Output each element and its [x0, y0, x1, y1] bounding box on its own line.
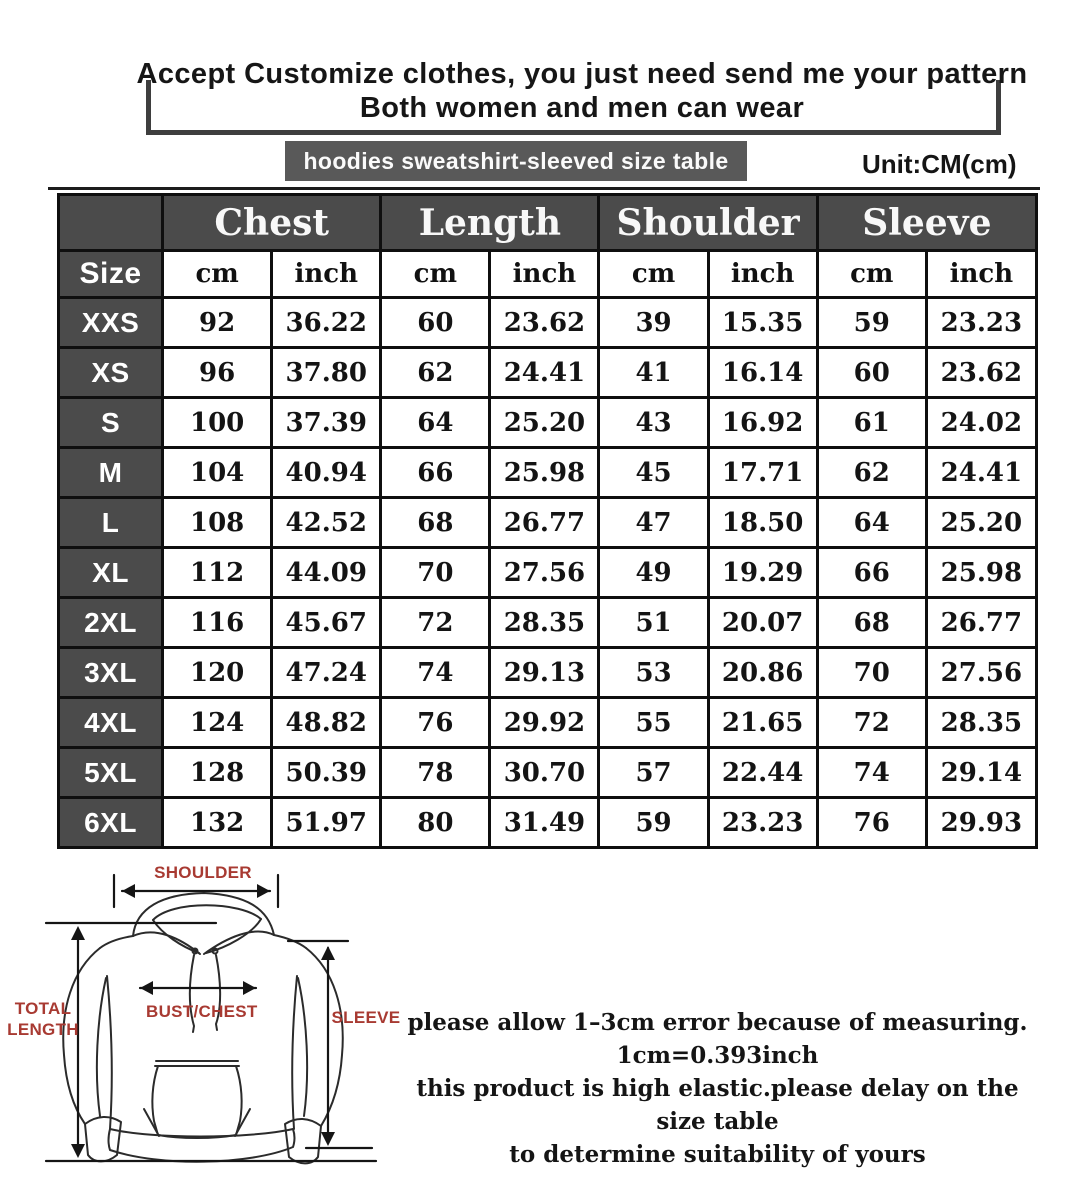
- table-top-rule: [48, 187, 1040, 190]
- value-cell: 29.13: [490, 648, 599, 698]
- group-header-shoulder: Shoulder: [599, 195, 817, 251]
- group-header-sleeve: Sleeve: [817, 195, 1036, 251]
- value-cell: 66: [381, 448, 490, 498]
- value-cell: 112: [163, 548, 272, 598]
- value-cell: 22.44: [708, 748, 817, 798]
- size-cell: 5XL: [59, 748, 163, 798]
- unit-header-cell: cm: [817, 251, 926, 298]
- unit-header-cell: cm: [381, 251, 490, 298]
- value-cell: 15.35: [708, 298, 817, 348]
- group-header-row: [59, 195, 1037, 251]
- hoodie-outline: [63, 893, 343, 1163]
- value-cell: 37.39: [272, 398, 381, 448]
- value-cell: 23.23: [926, 298, 1036, 348]
- value-cell: 47.24: [272, 648, 381, 698]
- value-cell: 96: [163, 348, 272, 398]
- value-cell: 30.70: [490, 748, 599, 798]
- value-cell: 61: [817, 398, 926, 448]
- value-cell: 41: [599, 348, 708, 398]
- page-title-line1: Accept Customize clothes, you just need send me your pattern: [136, 58, 1028, 90]
- bust-chest-label: BUST/CHEST: [146, 1002, 258, 1021]
- value-cell: 50.39: [272, 748, 381, 798]
- value-cell: 51: [599, 598, 708, 648]
- value-cell: 29.14: [926, 748, 1036, 798]
- value-cell: 29.93: [926, 798, 1036, 848]
- value-cell: 39: [599, 298, 708, 348]
- table-row: [59, 398, 1037, 448]
- size-cell: S: [59, 398, 163, 448]
- value-cell: 60: [381, 298, 490, 348]
- size-table: [57, 193, 1038, 849]
- value-cell: 26.77: [490, 498, 599, 548]
- unit-header-cell: inch: [708, 251, 817, 298]
- value-cell: 45.67: [272, 598, 381, 648]
- value-cell: 24.41: [926, 448, 1036, 498]
- value-cell: 45: [599, 448, 708, 498]
- sub-header-row: [59, 251, 1037, 298]
- value-cell: 59: [599, 798, 708, 848]
- table-row: [59, 548, 1037, 598]
- value-cell: 70: [381, 548, 490, 598]
- value-cell: 31.49: [490, 798, 599, 848]
- value-cell: 59: [817, 298, 926, 348]
- value-cell: 23.62: [490, 298, 599, 348]
- value-cell: 74: [381, 648, 490, 698]
- table-row: [59, 798, 1037, 848]
- value-cell: 25.20: [926, 498, 1036, 548]
- value-cell: 74: [817, 748, 926, 798]
- value-cell: 20.86: [708, 648, 817, 698]
- value-cell: 53: [599, 648, 708, 698]
- value-cell: 28.35: [490, 598, 599, 648]
- value-cell: 108: [163, 498, 272, 548]
- value-cell: 48.82: [272, 698, 381, 748]
- value-cell: 29.92: [490, 698, 599, 748]
- value-cell: 21.65: [708, 698, 817, 748]
- table-title-banner: hoodies sweatshirt-sleeved size table: [285, 141, 747, 181]
- size-table-body: [59, 298, 1037, 848]
- value-cell: 24.02: [926, 398, 1036, 448]
- size-cell: L: [59, 498, 163, 548]
- value-cell: 28.35: [926, 698, 1036, 748]
- value-cell: 47: [599, 498, 708, 548]
- unit-header-cell: cm: [599, 251, 708, 298]
- value-cell: 36.22: [272, 298, 381, 348]
- value-cell: 19.29: [708, 548, 817, 598]
- table-row: [59, 748, 1037, 798]
- unit-header-cell: inch: [490, 251, 599, 298]
- note-line: to determine suitability of yours: [509, 1141, 926, 1168]
- value-cell: 26.77: [926, 598, 1036, 648]
- value-cell: 16.92: [708, 398, 817, 448]
- unit-header-cell: cm: [163, 251, 272, 298]
- value-cell: 25.20: [490, 398, 599, 448]
- value-cell: 92: [163, 298, 272, 348]
- size-cell: 3XL: [59, 648, 163, 698]
- table-row: [59, 298, 1037, 348]
- value-cell: 40.94: [272, 448, 381, 498]
- corner-cell: [59, 195, 163, 251]
- group-header-chest: Chest: [163, 195, 381, 251]
- value-cell: 104: [163, 448, 272, 498]
- table-row: [59, 498, 1037, 548]
- table-row: [59, 698, 1037, 748]
- size-cell: 4XL: [59, 698, 163, 748]
- size-cell: XL: [59, 548, 163, 598]
- size-cell: 6XL: [59, 798, 163, 848]
- unit-header-cell: inch: [926, 251, 1036, 298]
- size-cell: M: [59, 448, 163, 498]
- value-cell: 51.97: [272, 798, 381, 848]
- measuring-notes: [405, 1006, 1030, 1171]
- value-cell: 72: [381, 598, 490, 648]
- note-line: 1cm=0.393inch: [616, 1042, 819, 1069]
- value-cell: 124: [163, 698, 272, 748]
- value-cell: 70: [817, 648, 926, 698]
- value-cell: 116: [163, 598, 272, 648]
- value-cell: 42.52: [272, 498, 381, 548]
- value-cell: 120: [163, 648, 272, 698]
- table-row: [59, 648, 1037, 698]
- shoulder-label: SHOULDER: [154, 863, 252, 882]
- value-cell: 20.07: [708, 598, 817, 648]
- value-cell: 18.50: [708, 498, 817, 548]
- value-cell: 64: [381, 398, 490, 448]
- total-length-label: TOTAL LENGTH: [7, 999, 79, 1039]
- value-cell: 68: [381, 498, 490, 548]
- size-header-cell: Size: [59, 251, 163, 298]
- table-row: [59, 348, 1037, 398]
- value-cell: 100: [163, 398, 272, 448]
- table-row: [59, 448, 1037, 498]
- value-cell: 60: [817, 348, 926, 398]
- value-cell: 23.62: [926, 348, 1036, 398]
- page-title-line2: Both women and men can wear: [359, 92, 805, 124]
- size-cell: XS: [59, 348, 163, 398]
- unit-label: Unit:CM(cm): [862, 149, 1017, 179]
- value-cell: 72: [817, 698, 926, 748]
- note-line: this product is high elastic.please delay on the size table: [416, 1075, 1019, 1135]
- value-cell: 37.80: [272, 348, 381, 398]
- value-cell: 62: [817, 448, 926, 498]
- value-cell: 128: [163, 748, 272, 798]
- value-cell: 76: [381, 698, 490, 748]
- unit-header-cell: inch: [272, 251, 381, 298]
- value-cell: 25.98: [490, 448, 599, 498]
- value-cell: 24.41: [490, 348, 599, 398]
- table-row: [59, 598, 1037, 648]
- value-cell: 76: [817, 798, 926, 848]
- value-cell: 66: [817, 548, 926, 598]
- value-cell: 25.98: [926, 548, 1036, 598]
- value-cell: 23.23: [708, 798, 817, 848]
- group-header-length: Length: [381, 195, 599, 251]
- value-cell: 27.56: [926, 648, 1036, 698]
- value-cell: 132: [163, 798, 272, 848]
- value-cell: 49: [599, 548, 708, 598]
- value-cell: 55: [599, 698, 708, 748]
- value-cell: 44.09: [272, 548, 381, 598]
- value-cell: 78: [381, 748, 490, 798]
- value-cell: 64: [817, 498, 926, 548]
- size-cell: XXS: [59, 298, 163, 348]
- note-line: please allow 1–3cm error because of measuring.: [407, 1009, 1028, 1036]
- value-cell: 62: [381, 348, 490, 398]
- size-cell: 2XL: [59, 598, 163, 648]
- value-cell: 43: [599, 398, 708, 448]
- value-cell: 57: [599, 748, 708, 798]
- value-cell: 16.14: [708, 348, 817, 398]
- value-cell: 27.56: [490, 548, 599, 598]
- value-cell: 80: [381, 798, 490, 848]
- value-cell: 17.71: [708, 448, 817, 498]
- value-cell: 68: [817, 598, 926, 648]
- sleeve-label: SLEEVE: [331, 1008, 401, 1027]
